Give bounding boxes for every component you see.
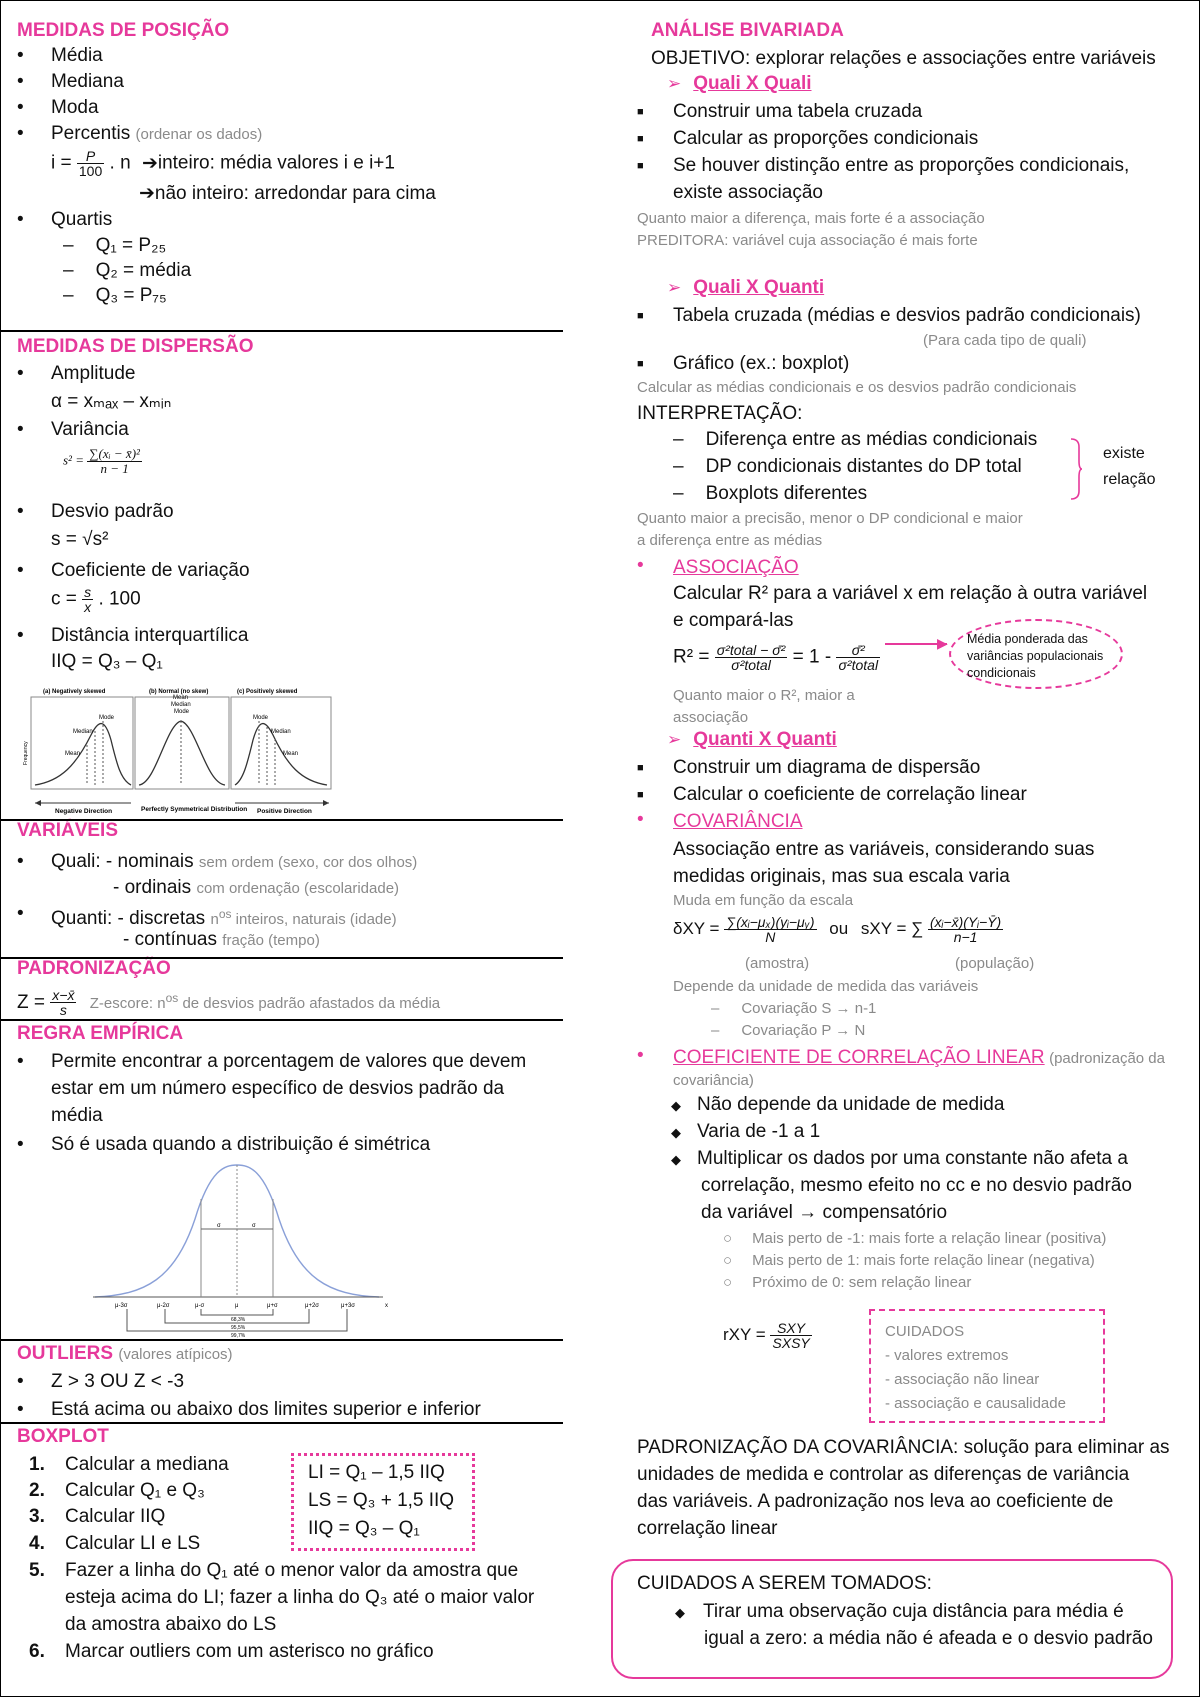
skew-label: Mode [253,715,269,721]
skew-label: Mean [65,751,81,757]
bullet-icon: • [17,363,24,384]
skew-title: (a) Negatively skewed [43,689,106,695]
list-item: igual a zero: a média não é afeada e o desvio padrão [704,1628,1153,1649]
dash-icon: – [63,285,74,306]
list-item: Construir um diagrama de dispersão [673,757,981,778]
axis-tick-label: μ-2σ [157,1303,170,1309]
list-item: Calcular o coeficiente de correlação linear [673,784,1027,805]
fraction: $\frac{x-x̄}{s}$ [52,987,75,1019]
axis-tick-label: μ-3σ [115,1303,128,1309]
section-title: COVARIÂNCIA [673,811,803,832]
square-bullet-icon: ■ [637,358,644,370]
section-divider [1,957,563,959]
list-item: Não depende da unidade de medida [697,1094,1005,1115]
note: Covariação S → n-1 [741,1000,877,1017]
formula-text: . 100 [98,588,141,610]
note: associação [673,709,749,726]
formula-text: R² = [673,646,710,668]
skew-title: (c) Positively skewed [237,689,298,695]
heading-variaveis: VARIÁVEIS [17,820,119,841]
subheading: Quali X Quanti [693,277,825,298]
skewness-diagram [21,685,341,815]
heading-bivariada: ANÁLISE BIVARIADA [651,20,844,41]
list-item: Q₁ = P₂₅ [95,235,167,256]
bullet-icon: • [17,903,24,924]
paragraph: medidas originais, mas sua escala varia [673,866,1010,887]
formula-text: s² = [63,452,84,468]
step-number: 2. [29,1480,45,1501]
brace-label: relação [1103,471,1156,488]
note: sem ordem (sexo, cor dos olhos) [198,854,418,871]
skew-label: Median [73,729,93,735]
skew-label: Median [271,729,291,735]
bullet-icon: • [17,625,24,646]
square-bullet-icon: ■ [637,160,644,172]
bullet-icon: • [637,1045,644,1066]
list-item: Percentis [51,123,131,144]
axis-label: Frequency [23,741,29,765]
interpretacao-label: INTERPRETAÇÃO: [637,403,803,424]
list-item: estar em um número específico de desvios padrão da [51,1078,505,1099]
list-item: Se houver distinção entre as proporções condicionais, [673,155,1130,176]
sigma-label: σ [252,1223,256,1229]
formula-text: i = [51,152,72,174]
heading-empirica: REGRA EMPÍRICA [17,1023,184,1044]
step-number: 1. [29,1454,45,1475]
list-item: - contínuas [123,929,217,950]
formula-text: rXY = [723,1324,766,1344]
formula-text: LI = Q₁ – 1,5 IIQ [308,1462,445,1483]
box-line: - associação não linear [885,1371,1040,1388]
list-item: Quartis [51,209,113,230]
fraction: $\frac{\text{(xᵢ−x̄)(Yᵢ−Ȳ)}}{n-1}$ [930,914,1002,945]
list-item: Tabela cruzada (médias e desvios padrão condicionais) [673,305,1141,326]
callout-ellipse [949,619,1123,689]
box-line: CUIDADOS [885,1323,965,1340]
cuidados-tomados-box [611,1559,1173,1679]
brace-icon [1069,437,1083,501]
axis-tick-label: μ [235,1303,239,1309]
subheading: Quali X Quali [693,73,812,94]
list-item: Multiplicar os dados por uma constante não afeta a [697,1148,1128,1169]
formula-text: Z = [17,992,45,1013]
list-item: Calcular as proporções condicionais [673,128,979,149]
paragraph: Associação entre as variáveis, considerando suas [673,839,1095,860]
diamond-bullet-icon: ◆ [675,1605,685,1620]
bullet-icon: • [17,1371,24,1392]
note: com ordenação (escolaridade) [196,880,400,897]
step-text: da amostra abaixo do LS [65,1614,277,1635]
step-text: Fazer a linha do Q₁ até o menor valor da amostra que [65,1560,519,1581]
fraction: $\frac{\text{SXY}}{\text{SXSY}}$ [772,1320,810,1351]
limits-box [291,1453,475,1551]
bullet-icon: • [17,209,24,230]
skew-bottom: Positive Direction [257,808,312,815]
dash-icon: – [673,456,684,477]
paragraph: correlação linear [637,1518,778,1539]
list-item: Só é usada quando a distribuição é simétrica [51,1134,431,1155]
list-item: - discretas [117,908,206,929]
note: $n^{os}$ inteiros, naturais (idade) [210,907,397,928]
step-number: 4. [29,1533,45,1554]
normal-curve-diagram [85,1159,405,1339]
list-item: Quanti: [51,908,113,929]
note: Calcular as médias condicionais e os desvios padrão condicionais [637,379,1077,396]
note: a diferença entre as médias [637,532,823,549]
bullet-icon: • [17,123,24,144]
arrow-icon: ➢ [667,74,682,93]
section-divider [1,330,563,332]
subheading: Quanti X Quanti [693,729,837,750]
cuidados-box [869,1309,1105,1423]
paragraph: Calcular R² para a variável x em relação à outra variável [673,583,1148,604]
list-item: Mais perto de 1: mais forte relação linear (negativa) [752,1252,1095,1269]
section-divider [1,1422,563,1424]
list-item: Permite encontrar a porcentagem de valores que devem [51,1051,527,1072]
bullet-icon: • [17,1051,24,1072]
box-line: - valores extremos [885,1347,1009,1364]
step-text: Calcular a mediana [65,1454,229,1475]
list-item: Mais perto de -1: mais forte a relação linear (positiva) [752,1230,1107,1247]
list-item: Boxplots diferentes [705,483,868,504]
formula-text: sXY = ∑ [860,918,924,938]
step-text: Marcar outliers com um asterisco no gráfico [65,1641,434,1662]
list-item: da variável → compensatório [701,1202,948,1223]
skew-bottom: Perfectly Symmetrical Distribution [141,806,248,813]
axis-tick-label: μ-σ [195,1303,205,1309]
list-item: Próximo de 0: sem relação linear [752,1274,972,1291]
formula-text: inteiro: média valores i e i+1 [157,152,395,174]
section-title: COEFICIENTE DE CORRELAÇÃO LINEAR [673,1047,1045,1068]
fraction: $\frac{\text{σ²total − σ̄²}}{\text{σ²total}}$ [716,642,786,673]
dash-icon: – [673,429,684,450]
note: covariância) [673,1072,754,1089]
arrow-icon: ➔ [139,183,155,204]
skew-label: Mode [99,715,115,721]
note: fração (tempo) [222,932,320,949]
dash-icon: – [711,1022,720,1039]
fraction: $\frac{P}{100}$ [78,148,103,179]
note: Depende da unidade de medida das variáveis [673,978,979,995]
list-item: Amplitude [51,363,136,384]
heading-boxplot: BOXPLOT [17,1426,109,1447]
list-item: Construir uma tabela cruzada [673,101,923,122]
list-item: - ordinais [113,877,192,898]
formula-text: s = √s² [51,529,109,550]
list-item: correlação, mesmo efeito no cc e no desvio padrão [701,1175,1132,1196]
step-number: 3. [29,1506,45,1527]
list-item: Moda [51,97,99,118]
paragraph: das variáveis. A padronização nos leva ao coeficiente de [637,1491,1114,1512]
formula-text: . n [109,152,131,174]
bullet-icon: • [17,1134,24,1155]
list-item: Desvio padrão [51,501,174,522]
dash-icon: – [673,483,684,504]
axis-tick-label: x [385,1303,388,1309]
skew-label: Median [171,702,191,708]
note: PREDITORA: variável cuja associação é mais forte [637,232,978,249]
skew-label: Mean [283,751,299,757]
bullet-icon: • [17,71,24,92]
pct-label: 95,5% [231,1325,246,1331]
arrow-icon: ➢ [667,730,682,749]
step-text: Calcular IIQ [65,1506,166,1527]
axis-tick-label: μ+2σ [305,1303,320,1309]
list-item: Diferença entre as médias condicionais [705,429,1038,450]
square-bullet-icon: ■ [637,133,644,145]
skew-bottom: Negative Direction [55,808,113,815]
bullet-icon: • [17,501,24,522]
formula-text: LS = Q₃ + 1,5 IIQ [308,1490,455,1511]
formula-text: δXY = [673,918,720,938]
list-item: - nominais [105,851,194,872]
list-item: Variância [51,419,129,440]
square-bullet-icon: ■ [637,106,644,118]
formula-text: IIQ = Q₃ – Q₁ [308,1518,420,1539]
paragraph: unidades de medida e controlar as diferenças de variância [637,1464,1130,1485]
arrow-icon: ➔ [141,152,158,174]
list-item: Gráfico (ex.: boxplot) [673,353,850,374]
note: (população) [955,955,1035,972]
bullet-icon: • [17,419,24,440]
formula-text: ou [829,918,849,938]
bullet-icon: • [17,560,24,581]
bullet-icon: • [637,809,644,830]
step-text: Calcular Q₁ e Q₃ [65,1480,205,1501]
list-item: Z > 3 OU Z < -3 [51,1371,185,1392]
list-item: Quali: [51,851,101,872]
note: Muda em função da escala [673,892,854,909]
skew-label: Mode [174,709,190,715]
list-item: Mediana [51,71,124,92]
axis-tick-label: μ+3σ [341,1303,356,1309]
bullet-icon: • [17,1399,24,1420]
step-number: 6. [29,1641,45,1662]
pct-label: 99,7% [231,1333,246,1339]
formula-text: c = [51,588,77,610]
heading-dispersao: MEDIDAS DE DISPERSÃO [17,336,254,357]
bullet-icon: • [17,851,24,872]
list-item: existe associação [673,182,823,203]
circle-bullet-icon: ○ [723,1252,733,1269]
heading-padronizacao: PADRONIZAÇÃO [17,958,171,979]
fraction: $\frac{s}{x}$ [84,584,92,615]
section-divider [1,1339,563,1341]
box-title: CUIDADOS A SEREM TOMADOS: [637,1573,932,1594]
list-item: DP condicionais distantes do DP total [705,456,1022,477]
square-bullet-icon: ■ [637,310,644,322]
sigma-label: σ [217,1223,221,1229]
paragraph: PADRONIZAÇÃO DA COVARIÂNCIA: solução para eliminar as [637,1437,1170,1458]
formula-text: α = xₘₐₓ – xₘᵢₙ [51,391,172,412]
note: Covariação P → N [741,1022,866,1039]
note: (Para cada tipo de quali) [923,332,1087,349]
list-item: Tirar uma observação cuja distância para média é [703,1601,1124,1622]
objetivo: OBJETIVO: explorar relações e associações entre variáveis [651,48,1156,69]
brace-label: existe [1103,445,1145,462]
note: (padronização da [1049,1050,1165,1067]
list-item: Distância interquartílica [51,625,249,646]
bullet-icon: • [17,97,24,118]
formula-text: não inteiro: arredondar para cima [154,183,436,204]
axis-tick-label: μ+σ [267,1303,278,1309]
bullet-icon: • [17,45,24,66]
square-bullet-icon: ■ [637,762,644,774]
step-number: 5. [29,1560,45,1581]
note: Quanto maior a precisão, menor o DP condicional e maior [637,510,1023,527]
dash-icon: – [711,1000,720,1017]
skew-label: Mean [173,695,189,701]
note: Quanto maior o R², maior a [673,687,855,704]
list-item: média [51,1105,103,1126]
fraction: $\frac{\text{∑(xᵢ−μₓ)(yᵢ−μᵧ)}}{N}$ [726,914,815,945]
paragraph: e compará-las [673,610,794,631]
list-item: Varia de -1 a 1 [697,1121,821,1142]
note: Quanto maior a diferença, mais forte é a associação [637,210,985,227]
list-item: Coeficiente de variação [51,560,250,581]
note: Z-escore: $n^{os}$ de desvios padrão afastados da média [89,991,441,1012]
note: (amostra) [745,955,810,972]
step-text: Calcular LI e LS [65,1533,201,1554]
step-text: esteja acima do LI; fazer a linha do Q₃ até o maior valor [65,1587,535,1608]
arrow-icon: ▶ [937,635,948,651]
circle-bullet-icon: ○ [723,1230,733,1247]
circle-bullet-icon: ○ [723,1274,733,1291]
section-divider [1,819,563,821]
callout-text: Média ponderada das variâncias populacionais condicionais [967,632,1104,680]
dash-icon: – [63,260,74,281]
formula-text: = 1 - [792,646,832,668]
section-divider [1,1019,563,1021]
list-item: Q₂ = média [95,260,192,281]
fraction: $\frac{\text{σ̄²}}{\text{σ²total}}$ [838,642,879,673]
dash-icon: – [63,235,74,256]
list-item: Q₃ = P₇₅ [95,285,167,306]
square-bullet-icon: ■ [637,789,644,801]
section-title: ASSOCIAÇÃO [673,557,799,578]
heading-posicao: MEDIDAS DE POSIÇÃO [17,20,230,41]
formula-text: IIQ = Q₃ – Q₁ [51,651,163,672]
heading-outliers: OUTLIERS (valores atípicos) [17,1343,233,1364]
skew-title: (b) Normal (no skew) [149,689,209,695]
pct-label: 68,3% [231,1317,246,1323]
list-item: Média [51,45,103,66]
arrow-icon: ➢ [667,278,682,297]
diamond-bullet-icon: ◆ [671,1125,681,1140]
fraction: $\frac{\text{∑(xᵢ − x̄)²}}{n - 1}$ [89,446,140,476]
box-line: - associação e causalidade [885,1395,1066,1412]
list-item: Está acima ou abaixo dos limites superior e inferior [51,1399,481,1420]
note: (ordenar os dados) [135,126,263,143]
diamond-bullet-icon: ◆ [671,1098,681,1113]
diamond-bullet-icon: ◆ [671,1152,681,1167]
bullet-icon: • [637,555,644,576]
